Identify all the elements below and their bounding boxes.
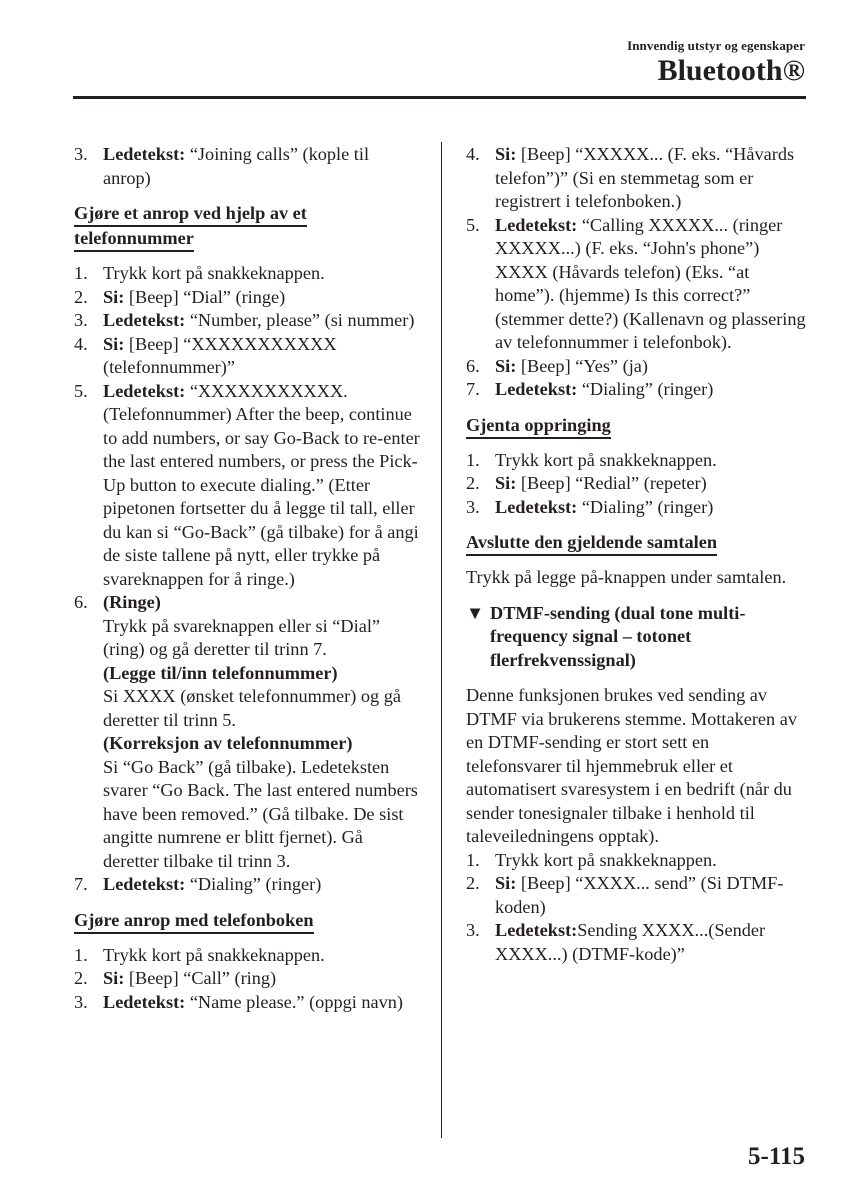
section-heading-phonebook <box>74 909 420 934</box>
section-header: Innvendig utstyr og egenskaper <box>627 38 805 53</box>
item-text: [Beep] “Dial” (ringe) <box>124 286 286 307</box>
item-label: Si: <box>495 144 517 164</box>
item-text: Trykk kort på snakkeknappen. <box>103 263 325 283</box>
item-text: Trykk kort på snakkeknappen. <box>103 944 325 965</box>
list-item <box>74 380 420 592</box>
item-text: Sending XXXX...(Sender XXXX...) (DTMF-kode)” <box>495 920 766 964</box>
item-label: Ledetekst: <box>495 214 578 235</box>
item-text: “Dialing” (ringer) <box>185 874 322 894</box>
item-text: “XXXXXXXXXXX. (Telefonnummer) After the beep, continue to add numbers, or say Go-Back to re-enter the last entered numbers, or press the Pick-Up button to execute dialing.” (Etter pipetonen fortsetter du å legge til tall, eller du kan si “Go-Back” (gå tilbake) for å angi de siste tallene på nytt, eller trykke på svareknappen for å ringe.) <box>103 380 420 589</box>
item-text: “Number, please” (si nummer) <box>185 310 415 330</box>
item-number: 3. <box>74 144 88 164</box>
item-label: Ledetekst: <box>495 496 578 517</box>
list-item <box>74 143 420 190</box>
item-text: [Beep] “XXXX... send” (Si DTMF-koden) <box>495 873 784 917</box>
item-number: 4. <box>466 144 480 164</box>
item-label: Ledetekst: <box>495 379 578 399</box>
dial-number-steps <box>74 262 420 897</box>
item-text: [Beep] “Call” (ring) <box>124 968 277 988</box>
item-label: Ledetekst: <box>103 380 186 401</box>
item-number: 4. <box>74 333 88 354</box>
list-item <box>466 214 808 355</box>
right-column <box>466 143 808 966</box>
list-item <box>74 991 420 1015</box>
item-label: Si: <box>495 873 517 893</box>
list-item <box>466 919 808 966</box>
item-label: Si: <box>495 355 517 376</box>
item-number: 7. <box>466 379 480 399</box>
dtmf-heading-text: DTMF-sending (dual tone multi-frequency signal – totonet flerfrekvenssignal) <box>490 602 746 670</box>
item-text: [Beep] “Redial” (repeter) <box>516 473 707 493</box>
item-number: 3. <box>466 920 480 940</box>
list-item <box>74 262 420 286</box>
list-item <box>466 472 808 496</box>
list-item <box>74 309 420 333</box>
heading-line: Gjøre et anrop ved hjelp av et <box>74 203 307 227</box>
item-label: Si: <box>103 286 125 307</box>
item-text: Si XXXX (ønsket telefonnummer) og gå deretter til trinn 5. <box>103 686 402 730</box>
item-label: (Ringe) <box>103 592 161 612</box>
item-label: Si: <box>103 333 125 354</box>
list-item <box>466 143 808 214</box>
item-text: Trykk kort på snakkeknappen. <box>495 449 717 470</box>
item-number: 3. <box>466 496 480 517</box>
item-number: 1. <box>74 944 88 965</box>
item-number: 5. <box>466 214 480 235</box>
column-divider <box>441 142 442 1138</box>
list-item <box>466 496 808 520</box>
intro-list <box>74 143 420 190</box>
header-rule <box>73 96 806 99</box>
item-label: Ledetekst: <box>103 310 186 330</box>
item-number: 6. <box>466 355 480 376</box>
triangle-marker-icon: ▼ <box>466 602 485 623</box>
item-number: 6. <box>74 592 88 612</box>
item-text: Trykk på svareknappen eller si “Dial” (ring) og gå deretter til trinn 7. <box>103 615 381 659</box>
page-number: 5-115 <box>748 1143 805 1170</box>
item-number: 2. <box>74 286 88 307</box>
heading-line: Gjenta oppringing <box>466 415 611 439</box>
item-text: “Name please.” (oppgi navn) <box>185 991 404 1012</box>
page-title: Bluetooth® <box>657 54 805 87</box>
item-number: 3. <box>74 991 88 1012</box>
dtmf-description: Denne funksjonen brukes ved sending av DTMF via brukerens stemme. Mottakeren av en DTMF-sending er stort sett en telefonsvarer til hjemmebruk eller et automatisert svaresystem i en bedrift (når du sender tonesignaler tilbake i henhold til taleveiledningens opptak). <box>466 685 798 846</box>
item-sublabel: (Korreksjon av telefonnummer) <box>103 733 353 753</box>
redial-steps <box>466 449 808 520</box>
list-item <box>74 591 420 873</box>
list-item <box>466 378 808 402</box>
item-number: 1. <box>466 849 480 870</box>
item-text: [Beep] “Yes” (ja) <box>516 355 648 376</box>
list-item <box>74 873 420 897</box>
section-heading-end-call <box>466 531 808 556</box>
phonebook-steps-continued <box>466 143 808 402</box>
item-text: Trykk kort på snakkeknappen. <box>495 849 717 870</box>
heading-line: telefonnummer <box>74 228 194 252</box>
left-column <box>74 143 420 1014</box>
phonebook-steps <box>74 944 420 1015</box>
list-item <box>74 333 420 380</box>
section-heading-redial <box>466 414 808 439</box>
heading-line: Gjøre anrop med telefonboken <box>74 910 314 934</box>
item-number: 2. <box>74 968 88 988</box>
list-item <box>466 355 808 379</box>
list-item <box>74 967 420 991</box>
item-label: Si: <box>103 968 125 988</box>
item-text: Si “Go Back” (gå tilbake). Ledeteksten svarer “Go Back. The last entered numbers have been removed.” (Gå tilbake. De sist angitte numrene er blitt fjernet). Gå deretter tilbake til trinn 3. <box>103 756 418 871</box>
end-call-text: Trykk på legge på-knappen under samtalen. <box>466 567 787 587</box>
item-number: 2. <box>466 473 480 493</box>
item-text: “Calling XXXXX... (ringer XXXXX...) (F. eks. “John's phone”) XXXX (Håvards telefon) (Eks. “at home”). (hjemme) Is this correct?” (stemmer dette?) (Kallenavn og plassering av telefonnummer i telefonbok). <box>495 214 806 352</box>
list-item <box>74 944 420 968</box>
item-text: “Dialing” (ringer) <box>577 379 714 399</box>
dtmf-steps <box>466 849 808 967</box>
item-number: 1. <box>466 449 480 470</box>
item-sublabel: (Legge til/inn telefonnummer) <box>103 662 338 683</box>
item-number: 1. <box>74 263 88 283</box>
item-text: [Beep] “XXXXX... (F. eks. “Håvards telefon”)” (Si en stemmetag som er registrert i telefonboken.) <box>495 144 795 211</box>
item-number: 5. <box>74 380 88 401</box>
item-number: 3. <box>74 310 88 330</box>
list-item <box>466 849 808 873</box>
item-number: 2. <box>466 873 480 893</box>
section-heading-dial-number <box>74 202 420 252</box>
item-label: Ledetekst: <box>103 874 186 894</box>
item-label: Ledetekst: <box>103 144 186 164</box>
list-item <box>466 872 808 919</box>
item-text: “Joining calls” (kople til anrop) <box>103 144 370 188</box>
dtmf-heading <box>466 602 808 673</box>
item-text: “Dialing” (ringer) <box>577 496 714 517</box>
item-text: [Beep] “XXXXXXXXXXX (telefonnummer)” <box>103 333 337 377</box>
list-item <box>466 449 808 473</box>
item-number: 7. <box>74 874 88 894</box>
list-item <box>74 286 420 310</box>
item-label: Ledetekst: <box>495 920 578 940</box>
item-label: Ledetekst: <box>103 991 186 1012</box>
item-label: Si: <box>495 473 517 493</box>
heading-line: Avslutte den gjeldende samtalen <box>466 532 717 556</box>
